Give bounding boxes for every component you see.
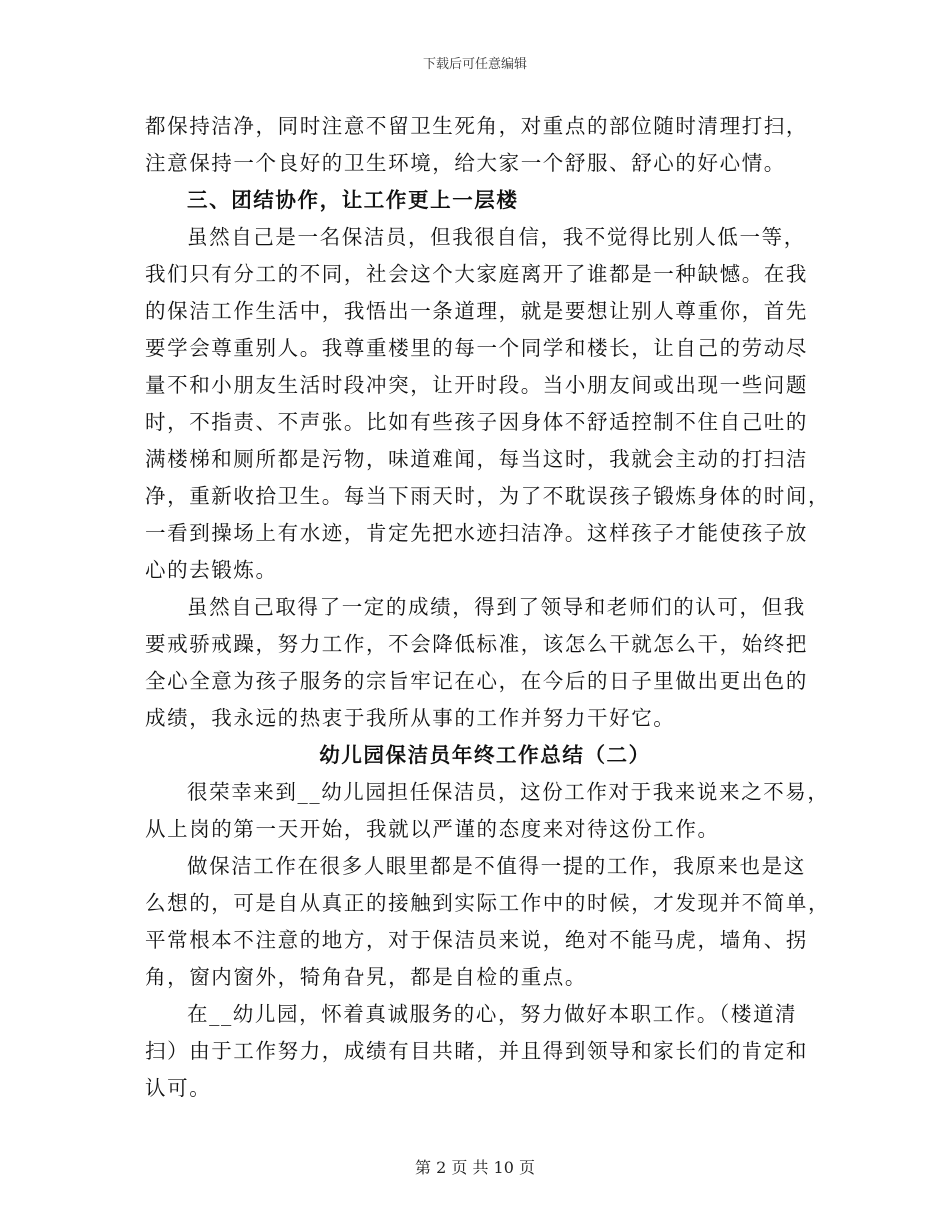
page-header-note: 下载后可任意编辑: [422, 57, 527, 72]
body-line: 的保洁工作生活中，我悟出一条道理，就是要想让别人尊重你，首先: [145, 299, 808, 323]
body-line: 么想的，可是自从真正的接触到实际工作中的时候，才发现并不简单，: [145, 891, 831, 915]
body-line: 认可。: [145, 1076, 212, 1100]
body-line: 净，重新收拾卫生。每当下雨天时，为了不耽误孩子锻炼身体的时间，: [145, 484, 831, 508]
body-line: 量不和小朋友生活时段冲突，让开时段。当小朋友间或出现一些问题: [145, 373, 808, 397]
body-line: 平常根本不注意的地方，对于保洁员来说，绝对不能马虎，墙角、拐: [145, 928, 808, 952]
body-line: 角，窗内窗外，犄角旮旯，都是自检的重点。: [145, 965, 587, 989]
body-line: 虽然自己取得了一定的成绩，得到了领导和老师们的认可，但我: [187, 595, 806, 619]
document-title: 幼儿园保洁员年终工作总结（二）: [319, 743, 651, 767]
body-line: 从上岗的第一天开始，我就以严谨的态度来对待这份工作。: [145, 817, 720, 841]
body-line: 扫）由于工作努力，成绩有目共睹，并且得到领导和家长们的肯定和: [145, 1039, 808, 1063]
body-line: 注意保持一个良好的卫生环境，给大家一个舒服、舒心的好心情。: [145, 151, 786, 175]
section-heading: 三、团结协作，让工作更上一层楼: [187, 188, 519, 212]
body-line: 心的去锻炼。: [145, 558, 278, 582]
document-body: [145, 108, 831, 1107]
body-line: 虽然自己是一名保洁员，但我很自信，我不觉得比别人低一等，: [187, 225, 806, 249]
body-line: 全心全意为孩子服务的宗旨牢记在心，在今后的日子里做出更出色的: [145, 669, 808, 693]
body-line: 满楼梯和厕所都是污物，味道难闻，每当这时，我就会主动的打扫洁: [145, 447, 808, 471]
body-line: 在__幼儿园，怀着真诚服务的心，努力做好本职工作。（楼道清: [187, 1002, 798, 1026]
body-line: 要学会尊重别人。我尊重楼里的每一个同学和楼长，让自己的劳动尽: [145, 336, 808, 360]
page-number: 第 2 页 共 10 页: [415, 1158, 535, 1177]
body-line: 成绩，我永远的热衷于我所从事的工作并努力干好它。: [145, 706, 676, 730]
body-line: 都保持洁净，同时注意不留卫生死角，对重点的部位随时清理打扫，: [145, 114, 808, 138]
body-line: 很荣幸来到__幼儿园担任保洁员，这份工作对于我来说来之不易，: [187, 780, 830, 804]
body-line: 时，不指责、不声张。比如有些孩子因身体不舒适控制不住自己吐的: [145, 410, 808, 434]
body-line: 我们只有分工的不同，社会这个大家庭离开了谁都是一种缺憾。在我: [145, 262, 808, 286]
body-line: 做保洁工作在很多人眼里都是不值得一提的工作，我原来也是这: [187, 854, 806, 878]
body-line: 要戒骄戒躁，努力工作，不会降低标准，该怎么干就怎么干，始终把: [145, 632, 808, 656]
body-line: 一看到操场上有水迹，肯定先把水迹扫洁净。这样孩子才能使孩子放: [145, 521, 808, 545]
